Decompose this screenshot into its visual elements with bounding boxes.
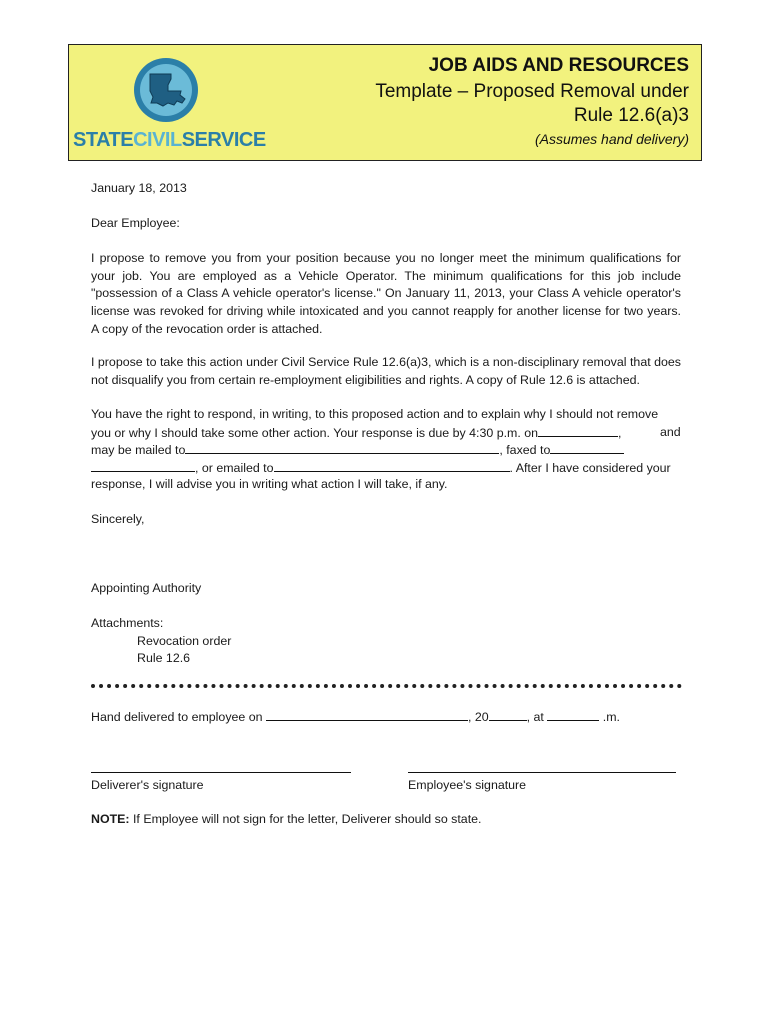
paragraph-3-line-3: may be mailed to , faxed to: [91, 441, 624, 460]
paragraph-3-line-5: response, I will advise you in writing what action I will take, if any.: [91, 477, 448, 491]
louisiana-map-icon: [133, 57, 199, 123]
attachment-item: Revocation order: [137, 634, 232, 648]
hand-delivery-line: Hand delivered to employee on , 20 , at .m.: [91, 710, 620, 724]
employee-signature-line[interactable]: [408, 772, 676, 773]
header-subtitle-2: Rule 12.6(a)3: [573, 105, 689, 126]
note-text: If Employee will not sign for the letter, Deliverer should so state.: [129, 812, 482, 826]
note-line: [91, 811, 481, 829]
paragraph-1: I propose to remove you from your position because you no longer meet the minimum qualifications for your job. You are employed as a Vehicle Operator. The minimum qualifications for this job include "possession of a Class A vehicle operator's license." On January 11, 2013, your Class A vehicle operator's license was revoked for driving while intoxicated and you cannot reapply for another license for two years. A copy of the revocation order is attached.: [91, 251, 681, 336]
paragraph-3-line-1: You have the right to respond, in writing, to this proposed action and to explain why I should not remove: [91, 407, 659, 421]
fax-number-blank-cont[interactable]: [91, 459, 195, 472]
header-note: (Assumes hand delivery): [534, 131, 689, 147]
signer-title: Appointing Authority: [91, 581, 202, 595]
state-civil-service-logo: [73, 57, 266, 151]
note-label: NOTE:: [91, 812, 130, 826]
header-title: JOB AIDS AND RESOURCES: [428, 55, 689, 76]
delivery-time-blank[interactable]: [547, 708, 599, 721]
email-address-blank[interactable]: [274, 459, 510, 472]
paragraph-3-and: and: [660, 425, 681, 439]
delivery-year-blank[interactable]: [489, 708, 527, 721]
paragraph-3-line-4: , or emailed to . After I have considered your: [91, 459, 671, 478]
salutation: Dear Employee:: [91, 216, 180, 230]
employee-signature-label: Employee's signature: [408, 778, 527, 792]
due-date-blank[interactable]: [538, 424, 618, 437]
mail-address-blank[interactable]: [185, 441, 499, 454]
paragraph-2: I propose to take this action under Civil Service Rule 12.6(a)3, which is a non-disciplinary removal that does not disqualify you from certain re-employment eligibilities and rights. A copy of Rule 12.6 is attached.: [91, 355, 681, 387]
deliverer-signature-line[interactable]: [91, 772, 351, 773]
fax-number-blank[interactable]: [550, 441, 624, 454]
logo-wordmark: STATECIVILSERVICE: [73, 129, 266, 151]
header-subtitle-1: Template – Proposed Removal under: [375, 81, 689, 102]
delivery-date-blank[interactable]: [266, 708, 468, 721]
paragraph-3-line-2: you or why I should take some other action. Your response is due by 4:30 p.m. on ,: [91, 426, 622, 440]
attachments-label: Attachments:: [91, 616, 164, 630]
closing: Sincerely,: [91, 512, 145, 526]
letter-date: January 18, 2013: [91, 181, 187, 195]
header-banner: [68, 44, 702, 161]
attachment-item: Rule 12.6: [137, 651, 191, 665]
cut-line-divider: [91, 684, 682, 688]
deliverer-signature-label: Deliverer's signature: [91, 778, 204, 792]
